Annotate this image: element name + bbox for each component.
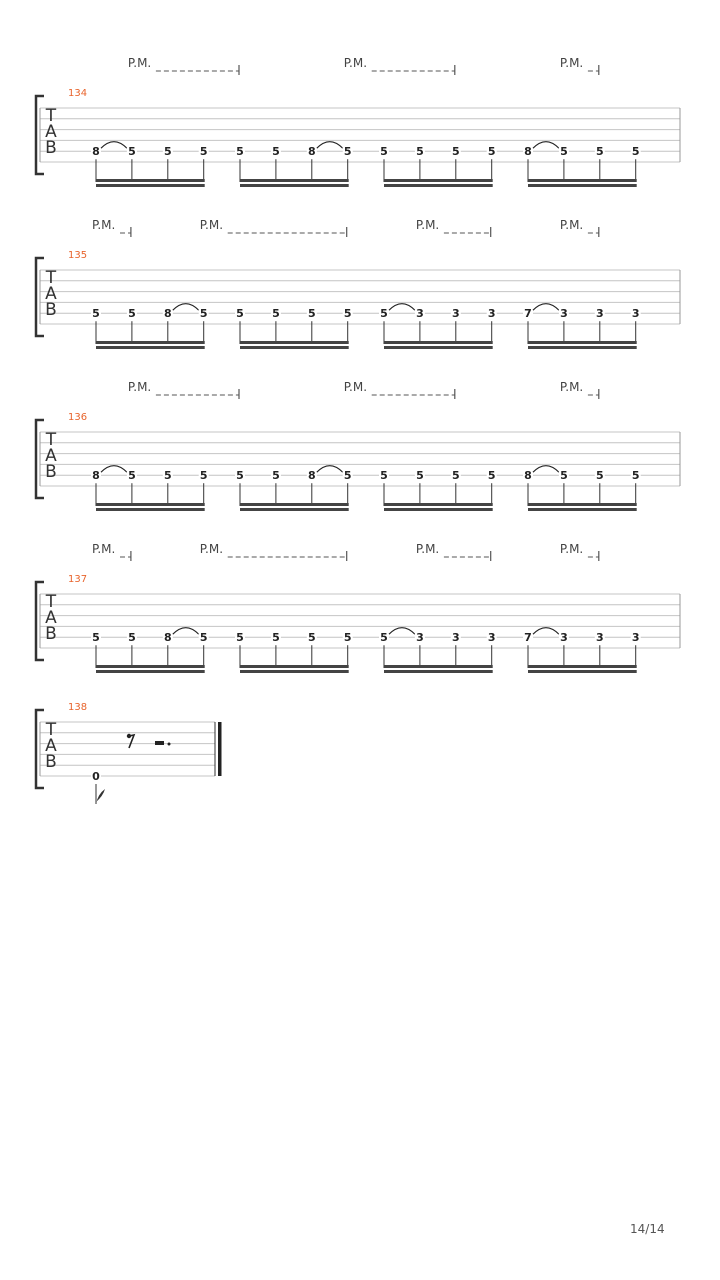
palm-mute-label: P.M. — [199, 218, 224, 232]
fret-number: 3 — [416, 631, 424, 645]
fret-number: 8 — [524, 145, 532, 159]
fret-number: 5 — [595, 469, 604, 483]
fret-number: 5 — [451, 145, 460, 159]
fret-number: 5 — [128, 145, 136, 159]
fret-number: 8 — [92, 469, 100, 483]
fret-number: 3 — [487, 631, 496, 645]
beam-secondary — [96, 346, 205, 349]
fret-number: 5 — [343, 469, 352, 483]
fret-number: 5 — [199, 469, 208, 483]
tie-arc — [173, 628, 199, 635]
fret-number: 5 — [307, 631, 316, 645]
tab-clef-letter: A — [45, 122, 57, 142]
beam-secondary — [528, 670, 637, 673]
eighth-flag — [96, 789, 105, 804]
tie-arc — [317, 142, 343, 149]
palm-mute-label: P.M. — [127, 380, 152, 394]
tab-clef-letter: A — [45, 736, 57, 756]
fret-number: 5 — [272, 145, 280, 159]
tie-arc — [389, 628, 415, 635]
beam-primary — [240, 341, 349, 344]
fret-number: 0 — [92, 770, 100, 783]
fret-number: 5 — [92, 631, 100, 645]
beam-secondary — [384, 346, 493, 349]
beam-primary — [384, 665, 493, 668]
fret-number: 3 — [451, 631, 460, 645]
palm-mute-label: P.M. — [343, 380, 368, 394]
fret-number: 8 — [163, 307, 172, 321]
tie-arc — [389, 304, 415, 311]
tab-system — [36, 542, 680, 673]
palm-mute-label: P.M. — [559, 380, 584, 394]
fret-number: 3 — [487, 307, 496, 321]
fret-number: 5 — [416, 469, 424, 483]
fret-number: 5 — [272, 307, 280, 321]
beam-secondary — [528, 184, 637, 187]
fret-number: 5 — [272, 631, 280, 645]
tie-arc — [533, 466, 559, 473]
beam-secondary — [240, 670, 349, 673]
tab-clef-letter: A — [45, 284, 57, 304]
fret-number: 5 — [416, 145, 424, 159]
beam-secondary — [96, 184, 205, 187]
fret-number: 5 — [236, 631, 244, 645]
tie-arc — [317, 466, 343, 473]
fret-number: 5 — [343, 631, 352, 645]
beam-primary — [240, 503, 349, 506]
tab-system-final — [36, 702, 222, 804]
measure-number: 135 — [68, 250, 88, 261]
tab-clef-letter: B — [45, 462, 57, 482]
fret-number: 5 — [380, 307, 388, 321]
fret-number: 5 — [487, 145, 496, 159]
beam-primary — [96, 179, 205, 182]
tie-arc — [101, 466, 127, 473]
beam-secondary — [240, 184, 349, 187]
tab-clef-letter: T — [45, 106, 57, 126]
fret-number: 3 — [416, 307, 424, 321]
fret-number: 5 — [451, 469, 460, 483]
tab-clef-letter: B — [45, 624, 57, 644]
tab-clef-letter: B — [45, 138, 57, 158]
beam-primary — [240, 179, 349, 182]
beam-primary — [528, 179, 637, 182]
measure-number: 138 — [68, 702, 88, 713]
tab-system — [36, 56, 680, 187]
beam-secondary — [384, 184, 493, 187]
tab-clef-letter: A — [45, 446, 57, 466]
fret-number: 5 — [163, 469, 172, 483]
dotted-half-rest — [155, 741, 171, 746]
fret-number: 8 — [307, 469, 316, 483]
fret-number: 3 — [560, 631, 568, 645]
tie-arc — [533, 142, 559, 149]
beam-primary — [96, 665, 205, 668]
fret-number: 8 — [92, 145, 100, 159]
tab-clef-letter: B — [45, 752, 57, 772]
beam-primary — [96, 341, 205, 344]
fret-number: 5 — [307, 307, 316, 321]
measure-number: 136 — [68, 412, 88, 423]
palm-mute-label: P.M. — [559, 542, 584, 556]
fret-number: 5 — [128, 469, 136, 483]
tab-system — [36, 380, 680, 511]
fret-number: 3 — [631, 307, 640, 321]
palm-mute-label: P.M. — [415, 218, 440, 232]
fret-number: 5 — [128, 631, 136, 645]
beam-primary — [384, 341, 493, 344]
fret-number: 8 — [163, 631, 172, 645]
tie-arc — [173, 304, 199, 311]
tab-clef-letter: T — [45, 430, 57, 450]
beam-secondary — [384, 508, 493, 511]
palm-mute-label: P.M. — [559, 56, 584, 70]
fret-number: 5 — [631, 469, 640, 483]
eighth-rest — [127, 734, 134, 748]
fret-number: 5 — [163, 145, 172, 159]
fret-number: 5 — [380, 631, 388, 645]
beam-secondary — [96, 508, 205, 511]
fret-number: 5 — [487, 469, 496, 483]
fret-number: 7 — [524, 631, 532, 645]
fret-number: 5 — [595, 145, 604, 159]
palm-mute-label: P.M. — [92, 542, 116, 556]
fret-number: 5 — [560, 469, 568, 483]
beam-secondary — [240, 346, 349, 349]
fret-number: 8 — [524, 469, 532, 483]
fret-number: 3 — [631, 631, 640, 645]
fret-number: 5 — [236, 469, 244, 483]
beam-secondary — [96, 670, 205, 673]
fret-number: 5 — [631, 145, 640, 159]
fret-number: 5 — [272, 469, 280, 483]
beam-primary — [240, 665, 349, 668]
beam-primary — [528, 503, 637, 506]
tie-arc — [533, 628, 559, 635]
palm-mute-label: P.M. — [559, 218, 584, 232]
fret-number: 3 — [451, 307, 460, 321]
final-barline-thick — [218, 722, 222, 776]
beam-secondary — [528, 346, 637, 349]
tab-clef-letter: T — [45, 720, 57, 740]
measure-number: 137 — [68, 574, 88, 585]
fret-number: 5 — [236, 307, 244, 321]
fret-number: 5 — [380, 469, 388, 483]
fret-number: 5 — [128, 307, 136, 321]
fret-number: 7 — [524, 307, 532, 321]
tab-system — [36, 218, 680, 349]
tab-clef-letter: T — [45, 592, 57, 612]
beam-primary — [528, 341, 637, 344]
half-rest-block — [155, 741, 164, 745]
fret-number: 5 — [343, 307, 352, 321]
tab-clef-letter: B — [45, 300, 57, 320]
beam-secondary — [240, 508, 349, 511]
tie-arc — [533, 304, 559, 311]
fret-number: 5 — [380, 145, 388, 159]
fret-number: 5 — [199, 307, 208, 321]
beam-primary — [528, 665, 637, 668]
fret-number: 3 — [595, 307, 604, 321]
fret-number: 5 — [92, 307, 100, 321]
page-number: 14/14 — [630, 1222, 665, 1236]
fret-number: 8 — [307, 145, 316, 159]
fret-number: 5 — [199, 631, 208, 645]
palm-mute-label: P.M. — [127, 56, 152, 70]
beam-secondary — [384, 670, 493, 673]
palm-mute-label: P.M. — [199, 542, 224, 556]
tab-clef-letter: A — [45, 608, 57, 628]
tie-arc — [101, 142, 127, 149]
fret-number: 3 — [560, 307, 568, 321]
fret-number: 5 — [343, 145, 352, 159]
palm-mute-label: P.M. — [92, 218, 116, 232]
beam-primary — [384, 503, 493, 506]
fret-number: 5 — [236, 145, 244, 159]
palm-mute-label: P.M. — [343, 56, 368, 70]
beam-primary — [384, 179, 493, 182]
fret-number: 5 — [560, 145, 568, 159]
palm-mute-label: P.M. — [415, 542, 440, 556]
rest-dot — [168, 743, 171, 746]
beam-primary — [96, 503, 205, 506]
tab-clef-letter: T — [45, 268, 57, 288]
measure-number: 134 — [68, 88, 88, 99]
fret-number: 3 — [595, 631, 604, 645]
fret-number: 5 — [199, 145, 208, 159]
beam-secondary — [528, 508, 637, 511]
